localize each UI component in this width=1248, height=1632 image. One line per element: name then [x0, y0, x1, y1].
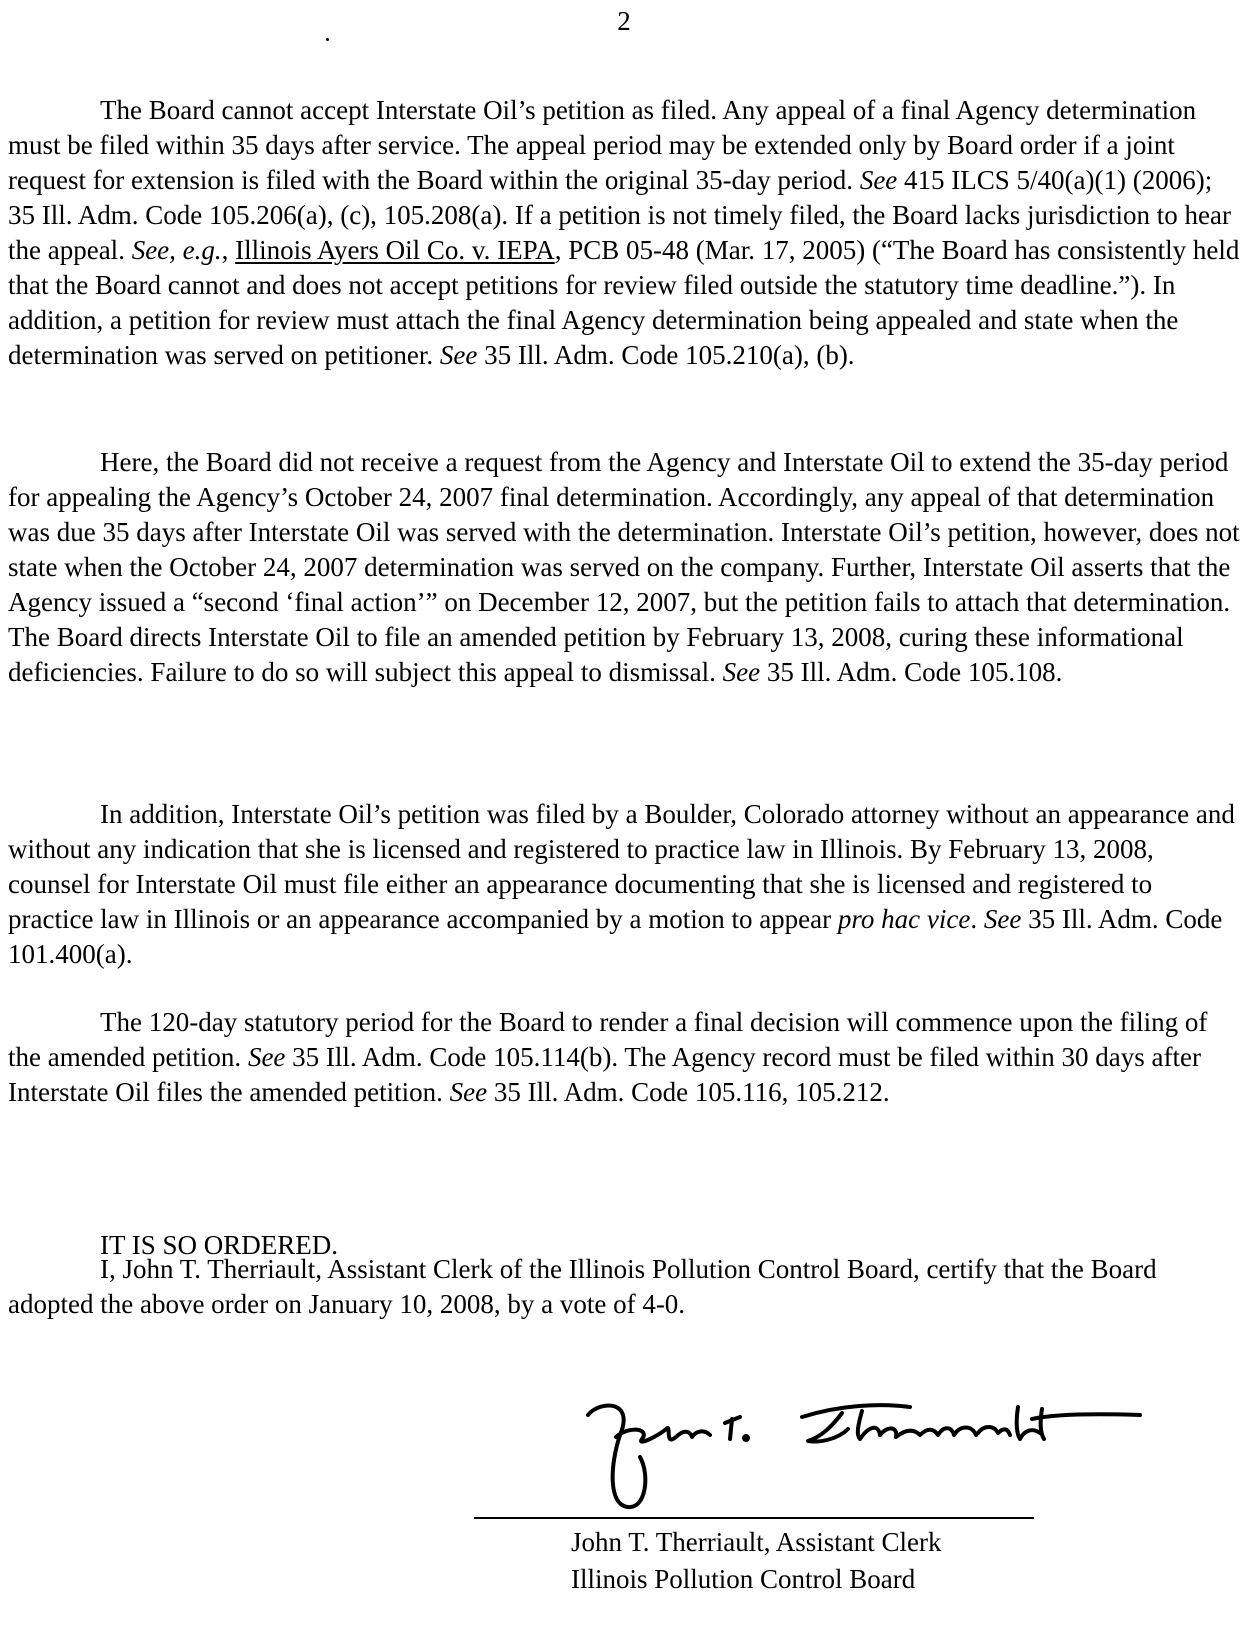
signature-line	[474, 1517, 1034, 1519]
page-number: 2	[617, 6, 631, 36]
order-statement: IT IS SO ORDERED.	[100, 1230, 339, 1260]
signer-organization: Illinois Pollution Control Board	[571, 1564, 916, 1594]
scan-speck	[326, 38, 329, 41]
paragraph-certification: I, John T. Therriault, Assistant Clerk of the Illinois Pollution Control Board, certify that the Board adopted the above order on January 10, 2008, by a vote of 4-0.	[8, 1254, 1157, 1319]
paragraph-deficiencies: Here, the Board did not receive a request from the Agency and Interstate Oil to extend the 35-day period for appealing the Agency’s October 24, 2007 final determination. Accordingly, any appeal of that determination was due 35 days after Interstate Oil was served with the determination. Interstate Oil’s petition, however, does not state when the October 24, 2007 determination was served on the company. Further, Interstate Oil asserts that the Agency issued a “second ‘final action’” on December 12, 2007, but the petition fails to attach that determination. The Board directs Interstate Oil to file an amended petition by February 13, 2008, curing these informational deficiencies. Failure to do so will subject this appeal to dismissal. See 35 Ill. Adm. Code 105.108.	[8, 447, 1240, 687]
handwritten-signature	[580, 1395, 1180, 1515]
signer-block	[571, 1524, 941, 1598]
case-citation: Illinois Ayers Oil Co. v. IEPA	[235, 235, 555, 265]
paragraph-statutory-period: The 120-day statutory period for the Board to render a final decision will commence upon the filing of the amended petition. See 35 Ill. Adm. Code 105.114(b). The Agency record must be filed within 30 days after Interstate Oil files the amended petition. See 35 Ill. Adm. Code 105.116, 105.212.	[8, 1007, 1208, 1107]
paragraph-jurisdiction: The Board cannot accept Interstate Oil’s petition as filed. Any appeal of a final Agency determination must be filed within 35 days after service. The appeal period may be extended only by Board order if a joint request for extension is filed with the Board within the original 35-day period. See 415 ILCS 5/40(a)(1) (2006); 35 Ill. Adm. Code 105.206(a), (c), 105.208(a). If a petition is not timely filed, the Board lacks jurisdiction to hear the appeal. See, e.g., Illinois Ayers Oil Co. v. IEPA, PCB 05-48 (Mar. 17, 2005) (“The Board has consistently held that the Board cannot and does not accept petitions for review filed outside the statutory time deadline.”). In addition, a petition for review must attach the final Agency determination being appealed and state when the determination was served on petitioner. See 35 Ill. Adm. Code 105.210(a), (b).	[8, 95, 1240, 370]
signer-name-title: John T. Therriault, Assistant Clerk	[571, 1527, 942, 1557]
paragraph-appearance: In addition, Interstate Oil’s petition was filed by a Boulder, Colorado attorney without an appearance and without any indication that she is licensed and registered to practice law in Illinois. By February 13, 2008, counsel for Interstate Oil must file either an appearance documenting that she is licensed and registered to practice law in Illinois or an appearance accompanied by a motion to appear pro hac vice. See 35 Ill. Adm. Code 101.400(a).	[8, 799, 1235, 969]
